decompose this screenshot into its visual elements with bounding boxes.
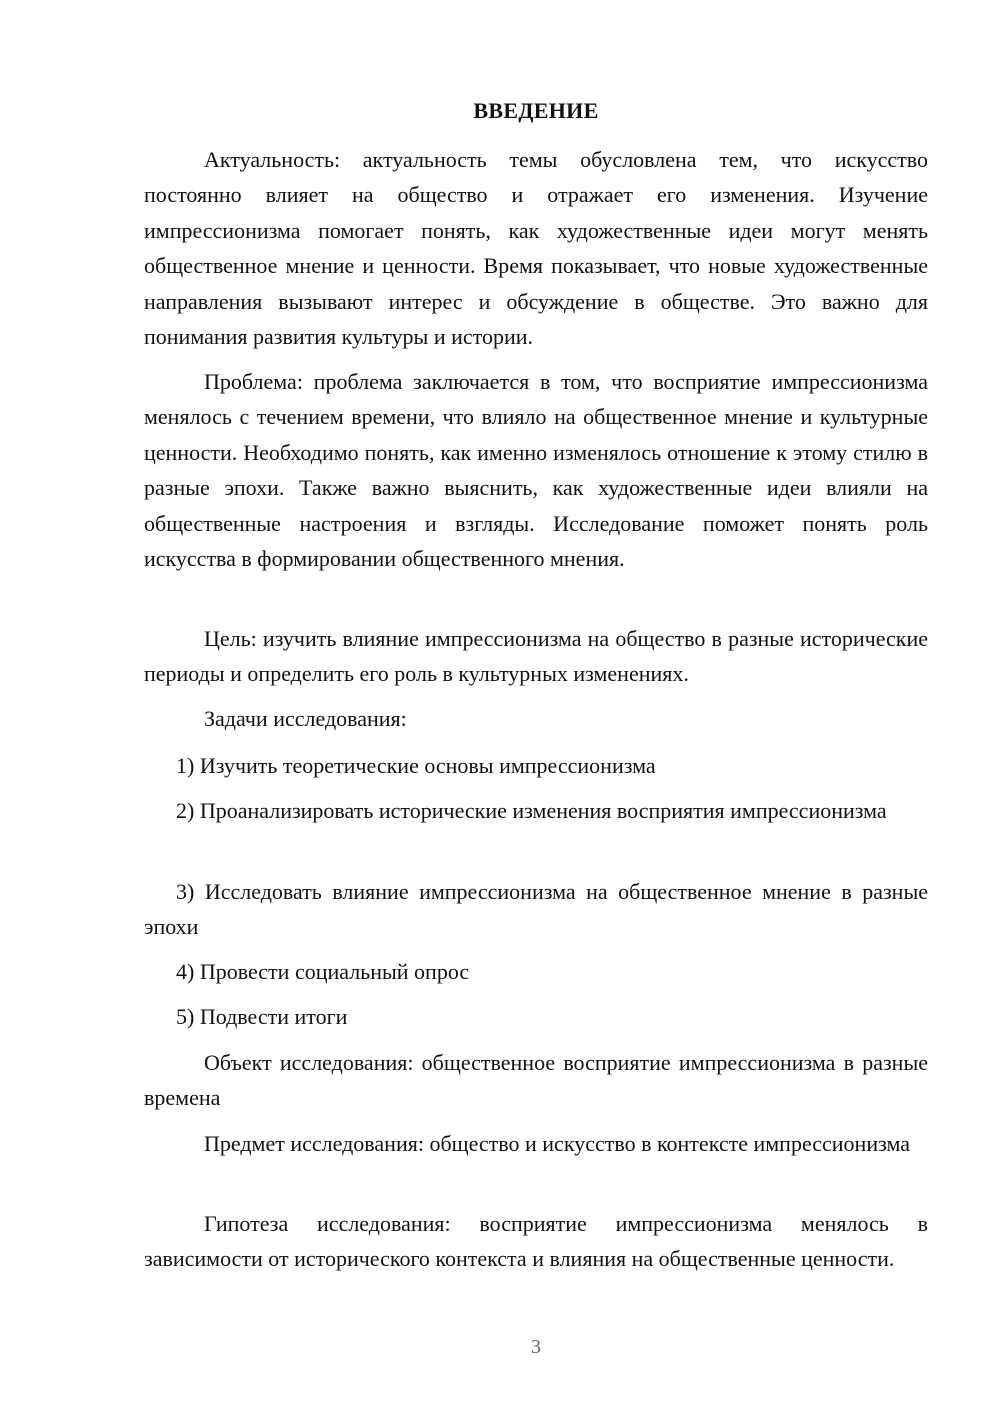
page-number: 3	[531, 1336, 541, 1358]
task-item-5: 5) Подвести итоги	[176, 1004, 348, 1029]
paragraph-subject: Предмет исследования: общество и искусство в контексте импрессионизма	[204, 1131, 911, 1156]
tasks-heading: Задачи исследования:	[204, 706, 407, 731]
paragraph-object: Объект исследования: общественное восприятие импрессионизма в разные времена	[144, 1050, 928, 1111]
task-item-3: 3) Исследовать влияние импрессионизма на общественное мнение в разные эпохи	[144, 879, 928, 940]
document-page	[144, 0, 928, 1414]
paragraph-hypothesis: Гипотеза исследования: восприятие импрессионизма менялось в зависимости от исторического контекста и влияния на общественные ценности.	[144, 1211, 928, 1272]
task-item-1: 1) Изучить теоретические основы импрессионизма	[176, 753, 656, 778]
paragraph-problem: Проблема: проблема заключается в том, что восприятие импрессионизма менялось с течением времени, что влияло на общественное мнение и культурные ценности. Необходимо понять, как именно изменялось отношение к этому стилю в разные эпохи. Также важно выяснить, как художественные идеи влияли на общественные настроения и взгляды. Исследование поможет понять роль искусства в формировании общественного мнения.	[144, 369, 928, 572]
page-title: ВВЕДЕНИЕ	[473, 98, 599, 123]
paragraph-relevance: Актуальность: актуальность темы обусловлена тем, что искусство постоянно влияет на общество и отражает его изменения. Изучение импрессионизма помогает понять, как художественные идеи могут менять общественное мнение и ценности. Время показывает, что новые художественные направления вызывают интерес и обсуждение в обществе. Это важно для понимания развития культуры и истории.	[144, 147, 928, 350]
task-item-4: 4) Провести социальный опрос	[176, 959, 470, 984]
task-item-2: 2) Проанализировать исторические изменения восприятия импрессионизма	[176, 798, 887, 823]
paragraph-goal: Цель: изучить влияние импрессионизма на общество в разные исторические периоды и определить его роль в культурных изменениях.	[144, 626, 928, 687]
